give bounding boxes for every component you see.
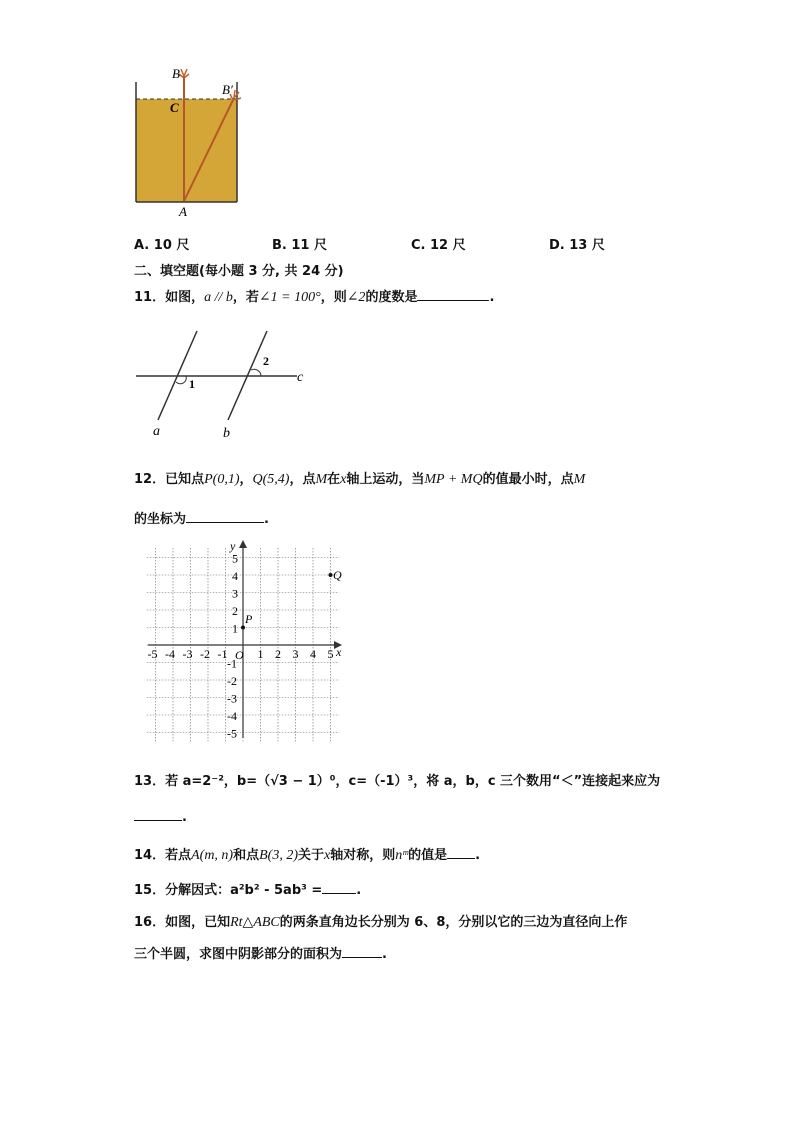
answer-blank [322, 881, 356, 894]
question-14 [134, 844, 480, 864]
option-text: 10 尺 [153, 238, 190, 253]
label-line-a: a [153, 424, 160, 439]
answer-blank [417, 288, 489, 301]
q16-prefix: 如图，已知 [165, 915, 231, 930]
q12-point-q: Q(5,4) [252, 472, 290, 487]
q12-comma: ， [239, 472, 253, 487]
q14-x: x [324, 848, 331, 863]
question-12-line1 [134, 468, 585, 488]
q14-expr: nᵐ [395, 848, 409, 863]
point-Q-label: Q [333, 568, 342, 582]
q15-number: 15． [134, 883, 166, 898]
label-angle-1: 1 [189, 377, 195, 391]
question-13-line1 [134, 770, 660, 789]
q16-triangle: Rt△ABC [230, 915, 280, 930]
option-text: 12 尺 [430, 238, 466, 253]
q12-point-m2: M [573, 472, 586, 487]
q12-point-m: M [315, 472, 328, 487]
q12-end: . [264, 512, 269, 527]
q10-option-b [272, 234, 327, 253]
q12-mid2: 在 [327, 472, 341, 487]
q12-line2: 的坐标为 [134, 512, 187, 527]
label-B: B [172, 66, 180, 81]
y-tick-label: 4 [232, 569, 238, 583]
q12-expr: MP + MQ [424, 472, 483, 487]
x-tick-label: -1 [217, 647, 228, 661]
option-letter: B. [272, 238, 287, 253]
x-tick-label: -5 [147, 647, 158, 661]
q13-end: . [182, 810, 187, 825]
question-16-line1 [134, 911, 627, 931]
q12-number: 12． [134, 472, 166, 487]
q12-mid4: 的值最小时，点 [482, 472, 574, 487]
y-tick-label: 2 [232, 604, 238, 618]
q14-point-a: A(m, n) [191, 848, 234, 863]
q16-line2: 三个半圆，求图中阴影部分的面积为 [134, 947, 343, 962]
q15-end: . [356, 883, 362, 898]
answer-blank [447, 846, 475, 859]
y-tick-label: 3 [232, 586, 238, 601]
section-heading: 二、填空题(每小题 3 分, 共 24 分) [134, 264, 344, 279]
coordinate-grid-figure [140, 538, 350, 743]
q12-x: x [340, 472, 347, 487]
q14-point-b: B(3, 2) [259, 848, 299, 863]
x-tick-label: 2 [275, 647, 281, 661]
q12-prefix: 已知点 [165, 472, 205, 487]
point-P-label: P [245, 612, 253, 626]
q16-number: 16． [134, 915, 166, 930]
q14-mid: 和点 [233, 848, 260, 863]
axis-label-y: y [230, 539, 236, 553]
x-tick-label: -2 [200, 647, 210, 661]
option-letter: A. [134, 238, 150, 253]
q12-mid: ，点 [289, 472, 316, 487]
y-tick-label: -5 [227, 726, 237, 741]
y-tick-labels [227, 552, 238, 741]
q11-suffix: 的度数是 [365, 290, 418, 305]
label-B-prime: B′ [222, 82, 233, 97]
q10-option-c [411, 234, 466, 253]
angle-2-arc [251, 369, 261, 376]
y-axis-arrow [239, 540, 247, 548]
q16-line1-rest: 的两条直角边长分别为 6、8，分别以它的三边为直径向上作 [279, 915, 628, 930]
q14-mid3: 轴对称，则 [330, 848, 396, 863]
q11-mid2: ，则 [320, 290, 347, 305]
q14-mid2: 关于 [298, 848, 325, 863]
option-text: 13 尺 [569, 238, 605, 253]
question-15 [134, 879, 361, 898]
point-P-dot [241, 626, 245, 630]
q11-angle2-expr: ∠2 [346, 290, 366, 305]
x-tick-label: 4 [310, 647, 316, 661]
label-C: C [170, 100, 179, 115]
water-reed-figure [126, 64, 252, 220]
label-A: A [179, 204, 187, 219]
q14-suffix: 的值是 [408, 848, 448, 863]
q12-mid3: 轴上运动，当 [346, 472, 425, 487]
option-text: 11 尺 [291, 238, 328, 253]
y-tick-label: 5 [232, 551, 238, 566]
q11-angle1-expr: ∠1 = 100° [258, 290, 321, 305]
q13-number: 13． [134, 774, 166, 789]
q11-parallel-expr: a // b [204, 290, 233, 305]
answer-blank [134, 808, 182, 821]
q12-point-p: P(0,1) [204, 472, 240, 487]
answer-blank [342, 945, 382, 958]
y-tick-label: -3 [227, 691, 237, 706]
y-tick-label: -4 [227, 709, 237, 723]
question-13-line2 [134, 808, 187, 825]
question-16-line2 [134, 943, 387, 962]
q11-end: . [489, 290, 495, 305]
origin-label: O [235, 648, 244, 662]
q14-prefix: 若点 [165, 848, 192, 863]
x-tick-label: 3 [292, 647, 299, 661]
option-letter: C. [411, 238, 426, 253]
answer-blank [186, 510, 264, 523]
q14-number: 14． [134, 848, 166, 863]
label-angle-2: 2 [263, 354, 269, 368]
q11-mid: ，若 [232, 290, 259, 305]
point-Q-dot [329, 573, 333, 577]
q14-end: . [475, 848, 481, 863]
y-tick-label: -2 [227, 674, 237, 688]
option-letter: D. [549, 238, 565, 253]
q10-option-a [134, 234, 189, 253]
question-11 [134, 286, 494, 306]
q11-prefix: 如图， [165, 290, 205, 305]
parallel-lines-figure [130, 325, 320, 443]
axis-label-x: x [336, 645, 342, 659]
water-body [136, 99, 237, 202]
x-tick-label: -4 [165, 647, 175, 661]
q13-text: 若 a=2⁻²，b=（√3 − 1）⁰，c=（-1）³，将 a，b，c 三个数用“＜”连接起来应为 [165, 774, 661, 789]
x-tick-label: 5 [327, 647, 334, 661]
y-tick-label: 1 [232, 621, 238, 636]
y-tick-label: -1 [227, 656, 237, 671]
q16-end: . [382, 947, 387, 962]
x-tick-label: 1 [257, 647, 264, 661]
question-12-line2 [134, 508, 269, 527]
q15-text: 分解因式：a²b² - 5ab³ = [165, 883, 323, 898]
q10-option-d [549, 234, 605, 253]
label-line-b: b [223, 426, 230, 441]
x-tick-label: -3 [182, 647, 193, 661]
label-line-c: c [297, 370, 304, 385]
q11-number: 11． [134, 290, 166, 305]
